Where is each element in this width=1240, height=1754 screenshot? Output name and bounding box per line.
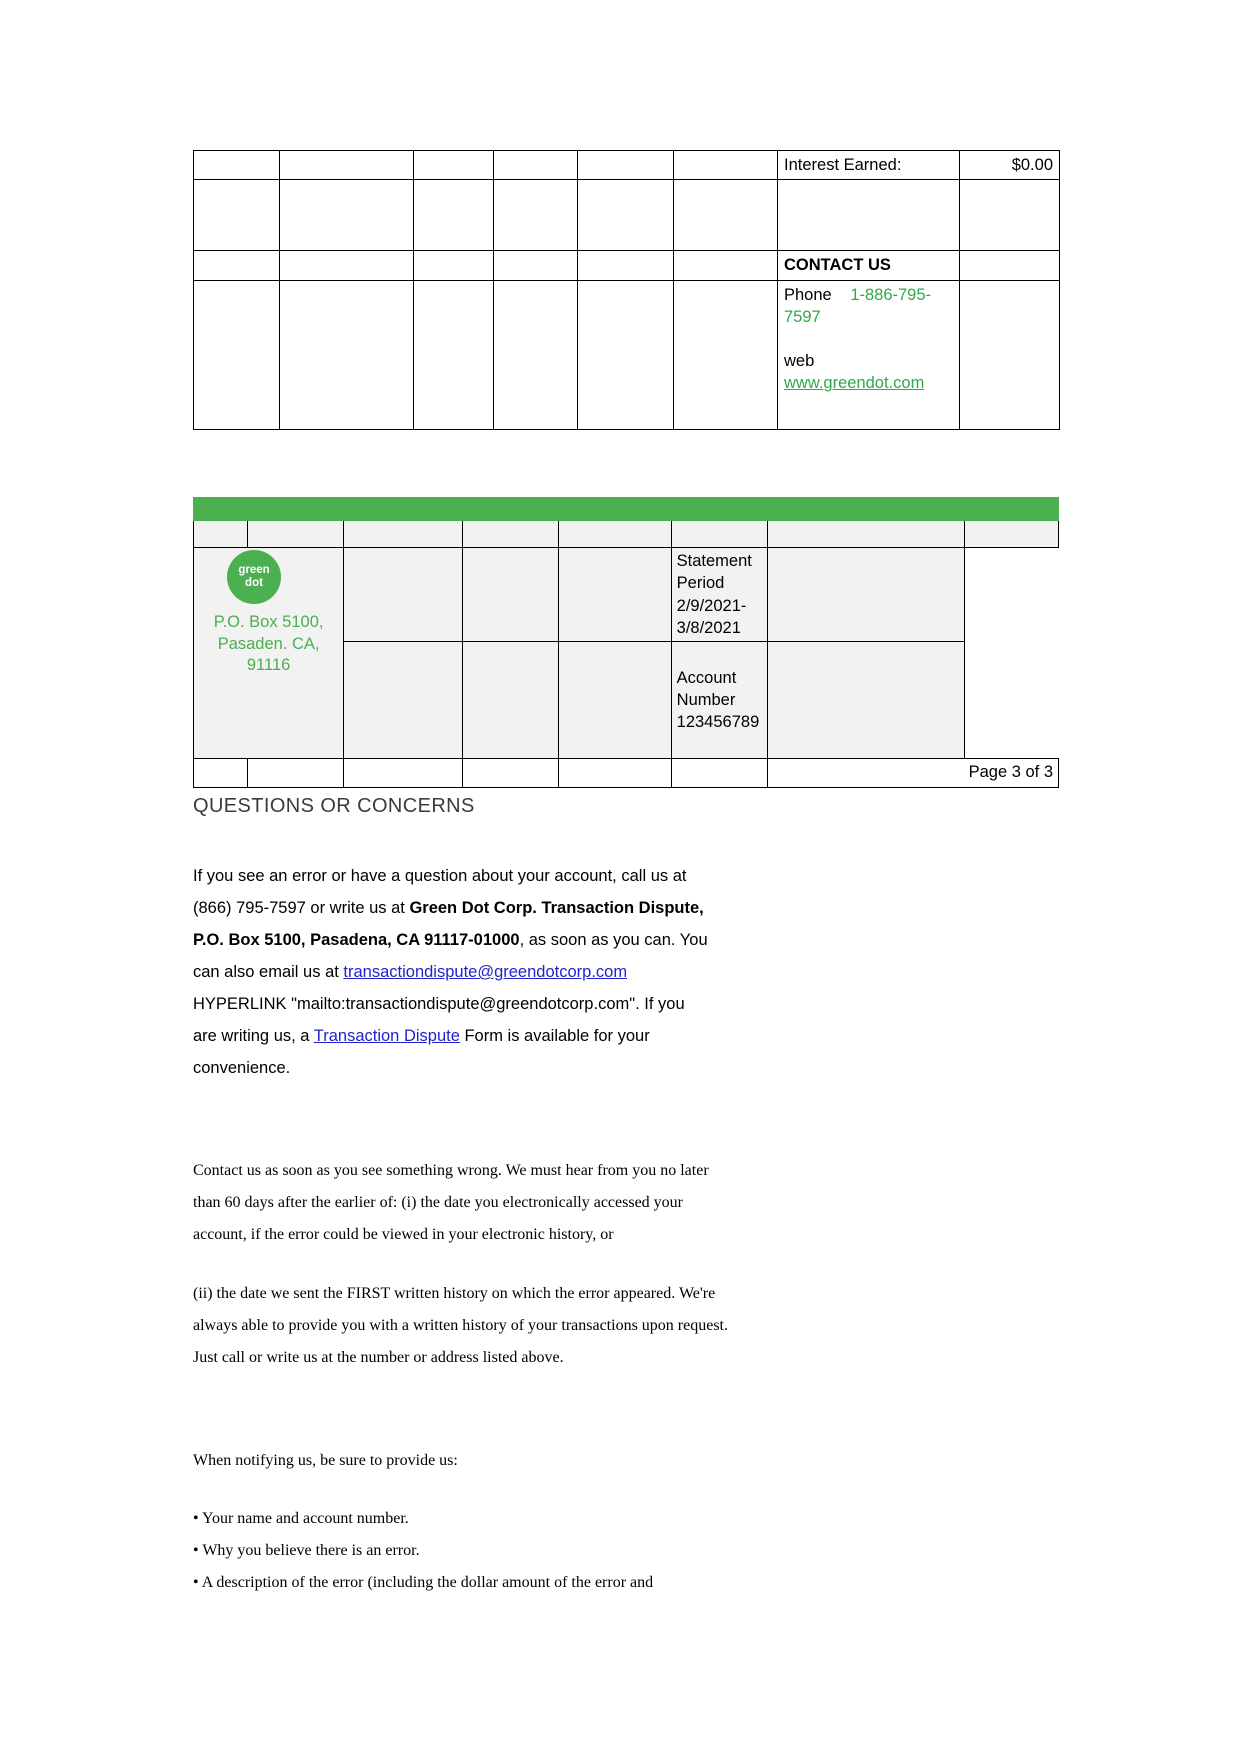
questions-paragraph [193,860,713,1084]
band-cell [558,498,671,521]
band-cell [462,498,558,521]
cell-blank [960,180,1060,251]
para1-mailto-quote: "mailto:transactiondispute@greendotcorp.com". [291,995,640,1013]
table-row [194,548,1059,642]
band-cell [965,498,1059,521]
table-row [194,521,1059,548]
address-line-2: Pasaden. CA, 91116 [217,634,320,675]
cell-blank [344,521,463,548]
table-row [194,759,1059,788]
cell-blank [462,521,558,548]
para1-part3: HYPERLINK [193,995,292,1013]
cell-blank [344,548,463,642]
list-item: • Your name and account number. [193,1510,409,1527]
cell-blank [462,548,558,642]
cell-blank [674,280,778,429]
dispute-email-link[interactable]: transactiondispute@greendotcorp.com [343,963,628,981]
cell-blank [671,521,767,548]
contact-us-table [193,150,1060,430]
cell-blank [558,548,671,642]
cell-blank [414,151,494,180]
cell-blank [558,642,671,759]
cell-blank [280,151,414,180]
page-indicator: Page 3 of 3 [767,759,1058,788]
cell-blank [674,151,778,180]
green-band-row [194,498,1059,521]
notify-bullet-list [193,1503,733,1599]
account-number-value: 123456789 [676,713,760,732]
para1-part4: If you are writing us, a [193,995,685,1045]
phone-label: Phone [784,285,832,304]
cell-blank [767,548,965,642]
cell-blank [280,251,414,280]
band-cell [344,498,463,521]
cell-blank [960,280,1060,429]
written-history-paragraph: (ii) the date we sent the FIRST written history on which the error appeared. We're always able to provide you with a written history of your transactions upon request. Just call or write us at the number or address listed above. [193,1285,728,1366]
cell-blank [578,251,674,280]
cell-blank [494,151,578,180]
logo-line2: dot [245,577,263,589]
cell-blank [194,251,280,280]
contact-us-heading: CONTACT US [778,251,960,280]
logo-line1: green [238,564,270,576]
transaction-dispute-link[interactable]: Transaction Dispute [313,1027,460,1045]
website-link[interactable]: www.greendot.com [784,374,925,393]
para1-bold-address: Green Dot Corp. Transaction Dispute, P.O. Box 5100, Pasadena, CA 91117-01000 [193,899,704,949]
cell-blank [558,521,671,548]
band-cell [767,498,965,521]
cell-blank [778,180,960,251]
cell-blank [671,759,767,788]
cell-blank [767,642,965,759]
cell-blank [414,180,494,251]
statement-period-cell [671,548,767,642]
account-number-cell [671,642,767,759]
cell-blank [578,280,674,429]
statement-period-value: 2/9/2021-3/8/2021 [676,596,747,637]
band-cell [671,498,767,521]
cell-blank [248,521,344,548]
list-item: • A description of the error (including the dollar amount of the error and [193,1574,654,1591]
contact-details-cell [778,280,960,429]
table-row [194,280,1060,429]
greendot-logo-icon [227,550,281,604]
cell-blank [462,642,558,759]
interest-earned-label: Interest Earned: [778,151,960,180]
web-label: web [784,352,815,371]
notice-timeframe-paragraph: Contact us as soon as you see something wrong. We must hear from you no later than 60 days after the earlier of: (i) the date you electronically accessed your account, if the error could be viewed in your electronic history, or [193,1162,709,1243]
cell-blank [194,151,280,180]
cell-blank [414,251,494,280]
cell-blank [674,180,778,251]
cell-blank [462,759,558,788]
cell-blank [280,280,414,429]
cell-blank [494,280,578,429]
statement-period-label: Statement Period [676,552,752,593]
phone-number[interactable]: 1-886-795-7597 [784,285,932,326]
cell-blank [344,759,463,788]
cell-blank [194,521,248,548]
po-box-address [199,610,338,676]
cell-blank [578,180,674,251]
cell-blank [965,521,1059,548]
cell-blank [280,180,414,251]
logo-address-cell [194,548,344,759]
interest-earned-value: $0.00 [960,151,1060,180]
list-item: • Why you believe there is an error. [193,1542,420,1559]
band-cell [194,498,344,521]
table-row [194,180,1060,251]
cell-blank [494,251,578,280]
table-row [194,251,1060,280]
cell-blank [960,251,1060,280]
account-number-label: Account Number [676,668,737,709]
cell-blank [767,521,965,548]
cell-blank [558,759,671,788]
statement-header-table [193,497,1059,788]
cell-blank [194,180,280,251]
greendot-logo [199,550,338,610]
cell-blank [494,180,578,251]
cell-blank [578,151,674,180]
para1-part2: , as soon as you can. You can also email us at [193,931,708,981]
table-row [194,151,1060,180]
para1-part5: Form is available for your convenience. [193,1027,650,1077]
cell-blank [674,251,778,280]
cell-blank [344,642,463,759]
page-title: QUESTIONS OR CONCERNS [193,795,475,817]
para1-part1: If you see an error or have a question about your account, call us at (866) 795-7597 or write us at [193,867,687,917]
cell-blank [194,759,248,788]
notify-intro-paragraph: When notifying us, be sure to provide us: [193,1452,458,1469]
cell-blank [248,759,344,788]
cell-blank [414,280,494,429]
cell-blank [194,280,280,429]
address-line-1: P.O. Box 5100, [213,613,324,632]
